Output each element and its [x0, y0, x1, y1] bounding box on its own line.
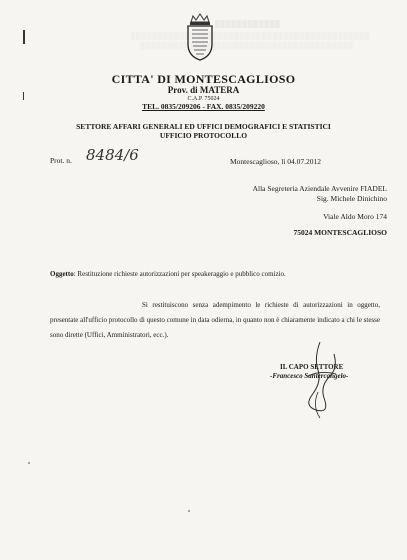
scan-speck: [188, 510, 190, 512]
office-name: UFFICIO PROTOCOLLO: [159, 131, 248, 140]
recipient-city: 75024 MONTESCAGLIOSO: [293, 228, 387, 237]
margin-mark: [23, 30, 25, 44]
department-name: SETTORE AFFARI GENERALI ED UFFICI DEMOGRAFICI E STATISTICI: [76, 122, 331, 131]
place-and-date: Montescaglioso, lì 04.07.2012: [230, 157, 322, 166]
province-label: Prov. di MATERA: [167, 85, 240, 95]
body-paragraph: Si restituiscono senza adempimento le richieste di autorizzazioni in oggetto, presentate all'ufficio protocollo di questo comune in data odierna, in quanto non è chiaramente indicato a chi le stesse sono dirette (Uffici, Amministratori, ecc.).: [50, 301, 380, 339]
protocol-label: Prot. n.: [50, 156, 72, 165]
municipal-crest-icon: [183, 12, 217, 62]
faint-letterhead-bleed-2: ░░░░░░░░░░░░░░░░░░░░░░░░░░░░░░░░░░░░░░░░░░░░: [130, 32, 371, 40]
scan-speck: [28, 462, 30, 464]
recipient-line-1: Alla Segreteria Aziendale Avvenire FIADEL: [252, 184, 387, 193]
subject-label: Oggetto: [50, 270, 74, 278]
recipient-line-2: Sig. Michele Dinichino: [316, 194, 387, 203]
signatory-title: IL CAPO SETTORE: [280, 363, 344, 371]
signatory-name: -Francesco Santercangelo-: [270, 372, 349, 380]
handwritten-signature-icon: [290, 340, 350, 420]
faint-letterhead-bleed-3: ░░░░░░░░░░░░░░░░░░░░░░░░░░░░░░░░░░░░░░░: [140, 42, 353, 50]
protocol-number: 8484/6: [86, 146, 139, 164]
faint-letterhead-bleed: ▒▒▒▒▒▒▒▒▒▒▒▒: [215, 20, 281, 28]
postal-code: C.A.P. 75024: [187, 96, 220, 102]
recipient-street: Viale Aldo Moro 174: [323, 212, 387, 221]
contact-numbers: TEL. 0835/209206 - FAX. 0835/209220: [142, 102, 265, 111]
city-title: CITTA' DI MONTESCAGLIOSO: [111, 72, 296, 86]
subject-text: : Restituzione richieste autorizzazioni per speakeraggio e pubblico comizio.: [73, 270, 286, 278]
subject-line: [50, 270, 286, 278]
